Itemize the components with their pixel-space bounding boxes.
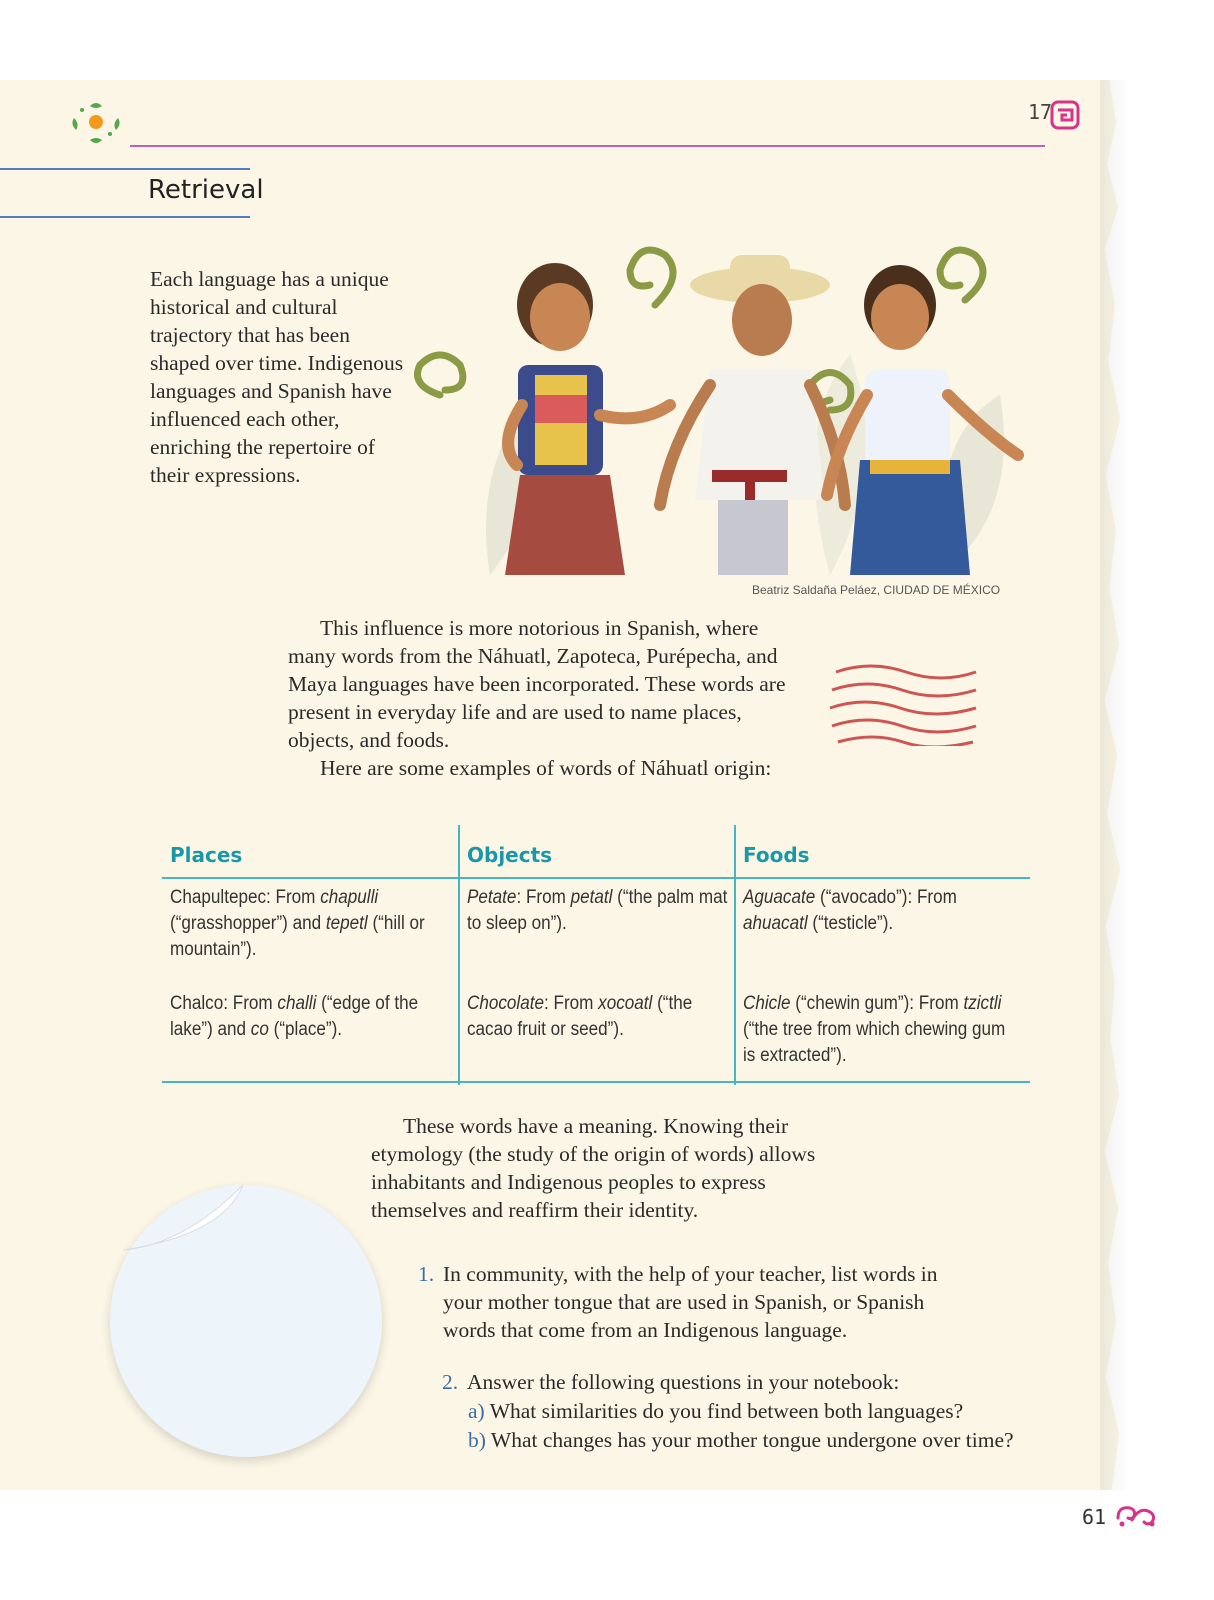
- word-origins-table: [162, 825, 1030, 1085]
- flower-ornament-icon: [70, 98, 122, 148]
- column-header-foods: Foods: [743, 843, 810, 867]
- table-bottom-rule: [162, 1081, 1030, 1083]
- table-divider: [734, 825, 736, 1085]
- illustration-credit: Beatriz Saldaña Peláez, CIUDAD DE MÉXICO: [752, 583, 1001, 597]
- influence-text: This influence is more notorious in Spanish, where many words from the Náhuatl, Zapoteca, Purépecha, and Maya languages have been incorporated. These words are present in everyday life and are used to name places, objects, and foods.: [288, 616, 786, 752]
- activity-2b-text: What changes has your mother tongue undergone over time?: [490, 1428, 1014, 1452]
- table-cell-foods-1: Aguacate (“avocado”): From ahuacatl (“testicle”).: [743, 887, 957, 934]
- influence-paragraph: [288, 614, 798, 782]
- page-number: 61: [1082, 1505, 1107, 1529]
- table-header-rule: [162, 877, 1030, 879]
- activity-2b-label: b): [468, 1428, 486, 1452]
- activity-1-text: In community, with the help of your teacher, list words in your mother tongue that are used in Spanish, or Spanish words that come from an Indigenous language.: [443, 1262, 938, 1342]
- glyph-ornament-icon: [1050, 98, 1080, 132]
- activity-2a: [442, 1397, 1082, 1426]
- table-divider: [458, 825, 460, 1085]
- activity-1: [418, 1260, 978, 1344]
- etymology-paragraph: These words have a meaning. Knowing their etymology (the study of the origin of words) allows inhabitants and Indigenous peoples to express themselves and reaffirm their identity.: [371, 1114, 816, 1222]
- children-illustration: [400, 245, 1035, 575]
- activity-2a-text: What similarities do you find between both languages?: [489, 1399, 964, 1423]
- activity-2-text: Answer the following questions in your notebook:: [467, 1370, 900, 1394]
- activity-2-number: 2.: [442, 1370, 459, 1394]
- boy-center-figure: [660, 255, 845, 575]
- table-cell-places-2: Chalco: From challi (“edge of the lake”) and co (“place”).: [170, 993, 419, 1040]
- examples-intro: Here are some examples of words of Náhuatl origin:: [320, 756, 772, 780]
- chapter-page-number: 17: [1028, 100, 1053, 124]
- activity-2: [442, 1368, 1082, 1455]
- column-header-places: Places: [170, 843, 243, 867]
- table-cell-foods-2: Chicle (“chewin gum”): From tzictli (“the tree from which chewing gum is extracted”).: [743, 993, 1006, 1066]
- footer-glyph-icon: [1112, 1500, 1160, 1530]
- girl-left-figure: [505, 263, 670, 575]
- column-header-objects: Objects: [467, 843, 553, 867]
- activity-2b: [442, 1426, 1082, 1455]
- header-rule: [130, 145, 1045, 147]
- section-title: Retrieval: [148, 175, 264, 205]
- activity-1-number: 1.: [418, 1262, 435, 1286]
- sticker-peel-corner: [118, 1185, 248, 1255]
- table-cell-places-1: Chapultepec: From chapulli (“grasshopper”) and tepetl (“hill or mountain”).: [170, 887, 425, 960]
- torn-edge-shadow: [1100, 80, 1130, 1490]
- activity-2a-label: a): [468, 1399, 485, 1423]
- table-cell-objects-1: Petate: From petatl (“the palm mat to sleep on”).: [467, 887, 728, 934]
- intro-paragraph: Each language has a unique historical and cultural trajectory that has been shaped over time. Indigenous languages and Spanish have influenced each other, enriching the repertoire of their expressions.: [150, 267, 404, 487]
- postmark-lines-icon: [828, 658, 983, 746]
- table-cell-objects-2: Chocolate: From xocoatl (“the cacao fruit or seed”).: [467, 993, 693, 1040]
